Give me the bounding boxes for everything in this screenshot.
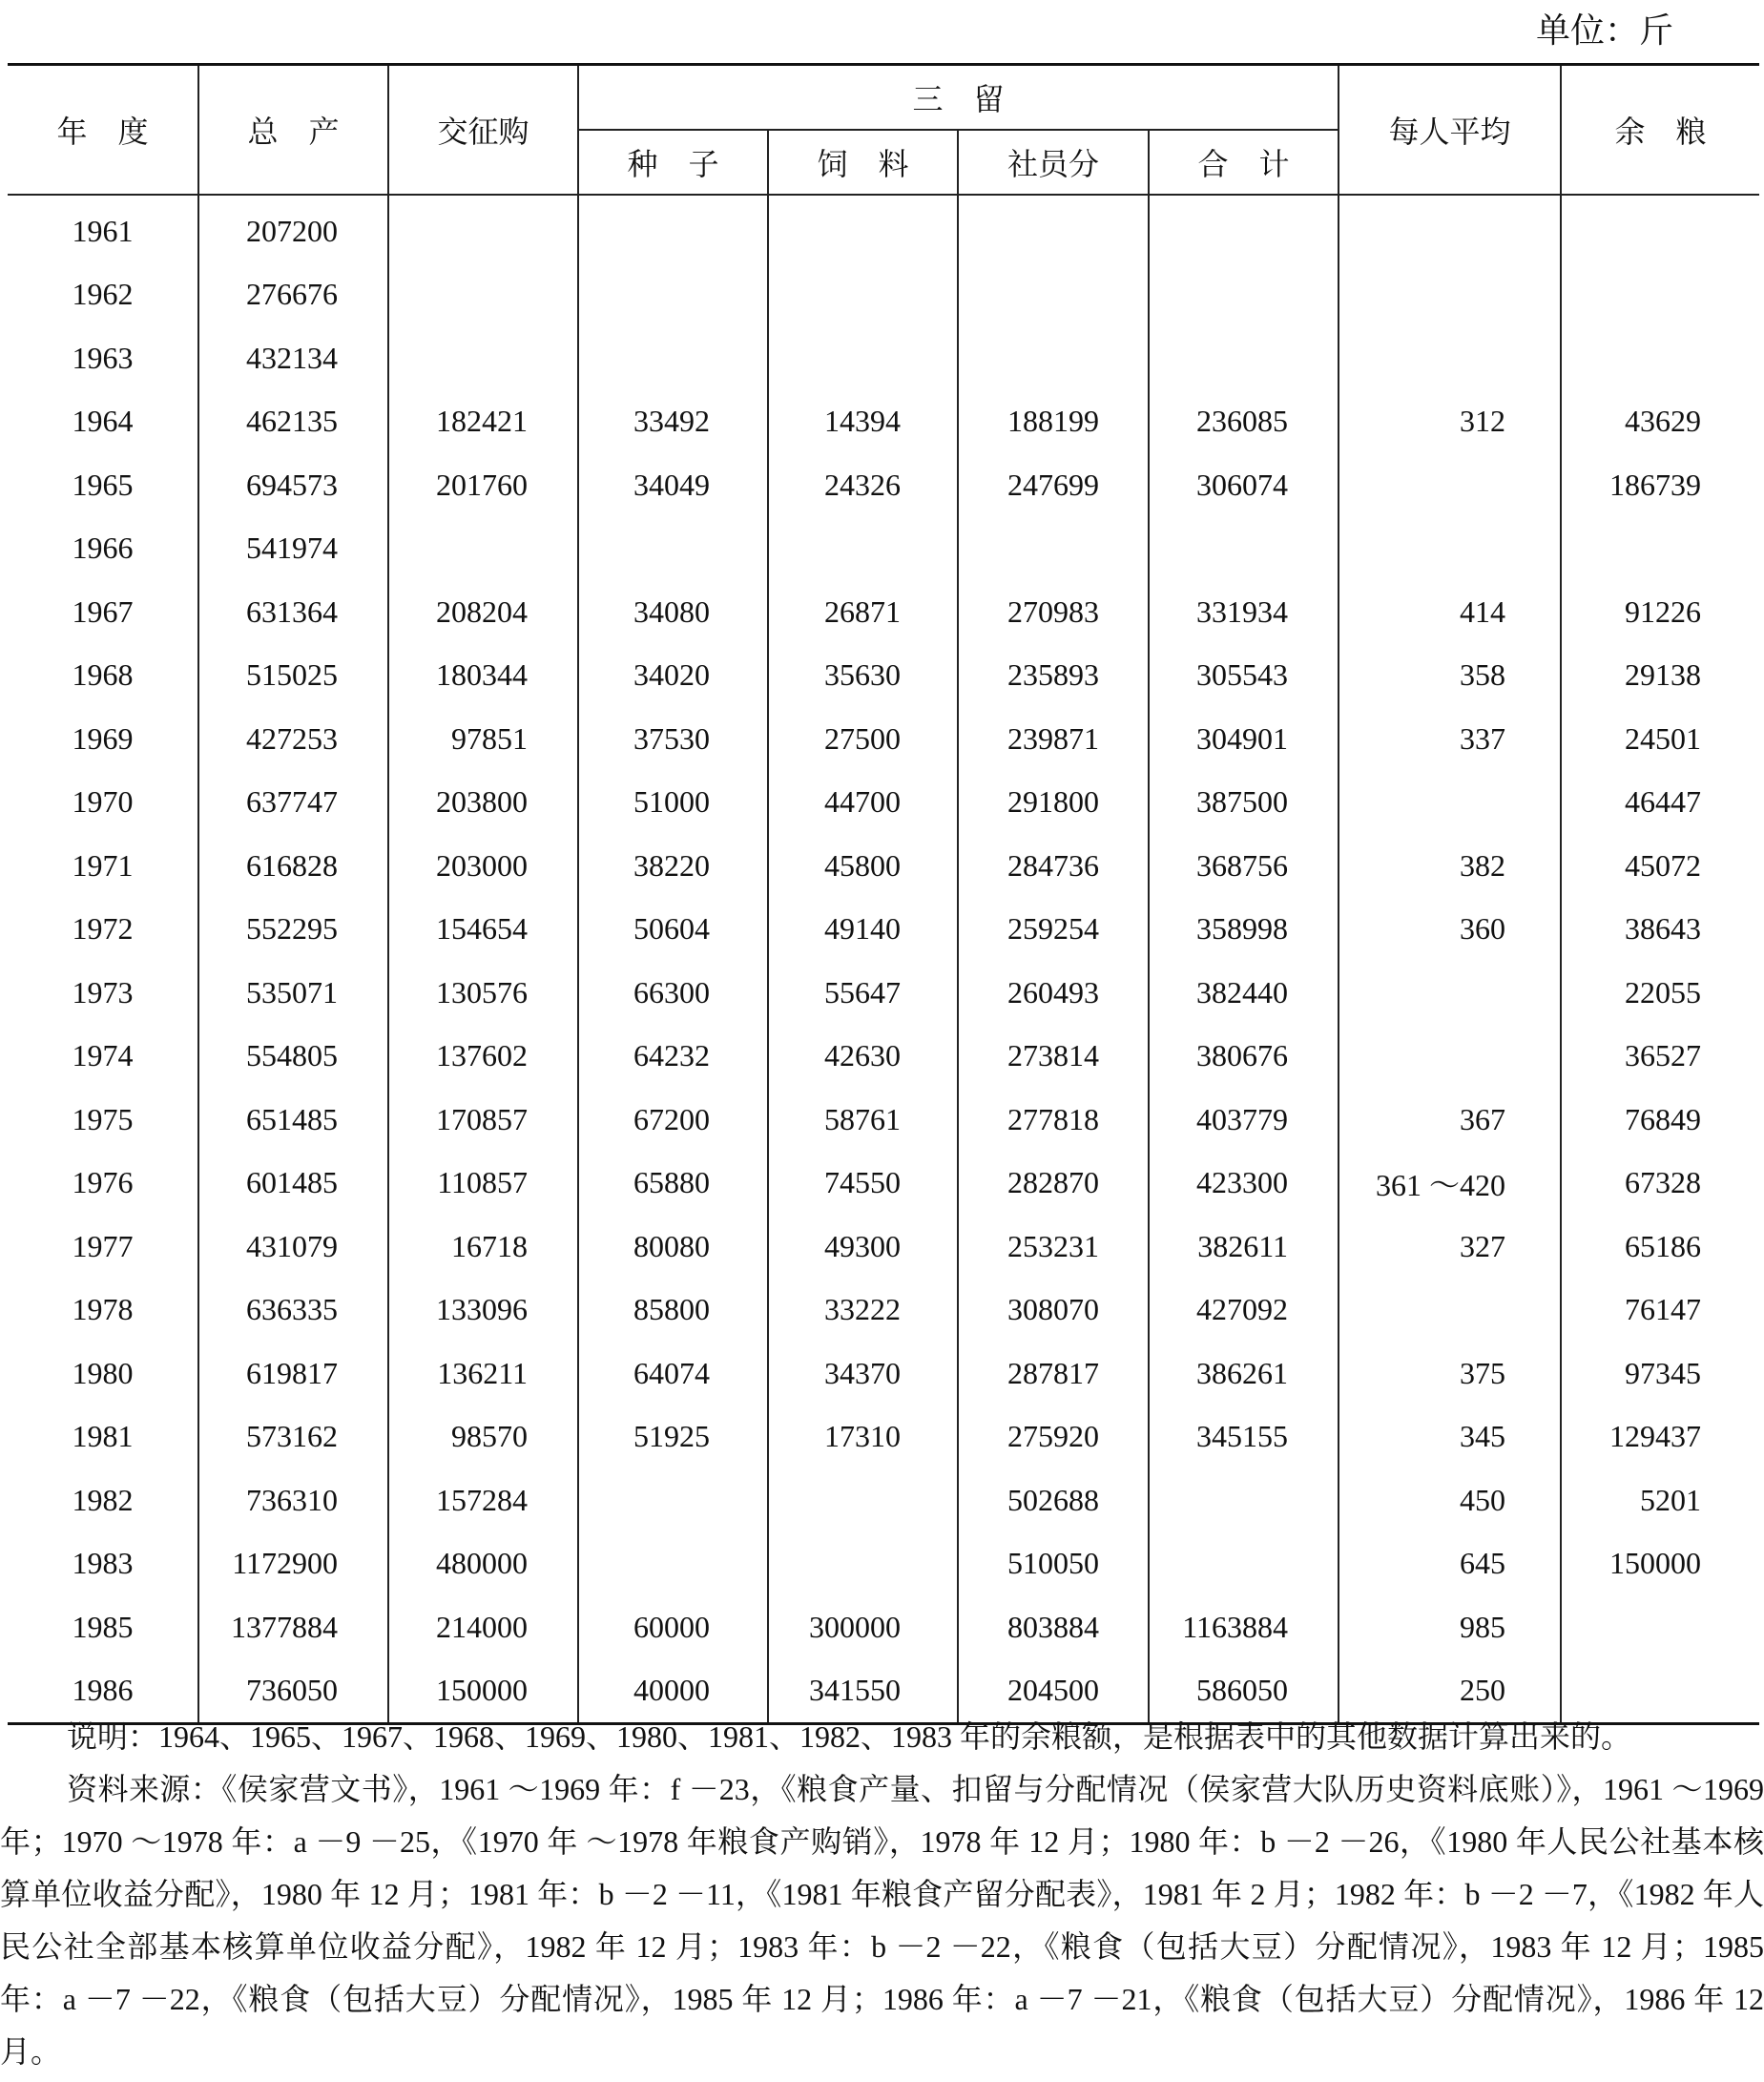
table-cell: 207200 — [198, 195, 388, 263]
table-cell — [1339, 326, 1561, 390]
note-explanation: 说明：1964、1965、1967、1968、1969、1980、1981、1982、1983 年的余粮额，是根据表中的其他数据计算出来的。 — [67, 1719, 1632, 1754]
table-cell: 236085 — [1149, 390, 1339, 454]
header-members: 社员分 — [958, 130, 1149, 195]
table-cell: 74550 — [768, 1152, 958, 1216]
table-cell: 85800 — [578, 1279, 768, 1343]
table-cell: 358998 — [1149, 898, 1339, 962]
table-cell — [1339, 263, 1561, 327]
table-cell: 382440 — [1149, 961, 1339, 1025]
table-cell — [578, 1468, 768, 1532]
table-cell: 1968 — [72, 657, 134, 693]
header-subtotal: 合 计 — [1149, 130, 1339, 195]
table-cell: 22055 — [1561, 961, 1759, 1025]
table-row — [8, 834, 1759, 898]
table-cell: 368756 — [1149, 834, 1339, 898]
table-cell: 129437 — [1561, 1405, 1759, 1469]
table-cell: 51000 — [578, 771, 768, 835]
table-cell: 367 — [1339, 1088, 1561, 1152]
table-row — [8, 453, 1759, 517]
table-cell: 45800 — [768, 834, 958, 898]
table-cell: 1964 — [72, 404, 134, 439]
table-row — [8, 1532, 1759, 1596]
table-cell: 253231 — [958, 1215, 1149, 1279]
table-cell: 331934 — [1149, 580, 1339, 644]
table-cell — [768, 1468, 958, 1532]
table-cell: 386261 — [1149, 1342, 1339, 1405]
header-per-capita: 每人平均 — [1339, 65, 1561, 196]
table-cell: 1971 — [72, 847, 134, 883]
table-cell: 308070 — [958, 1279, 1149, 1343]
table-cell — [1339, 195, 1561, 263]
table-cell: 130576 — [388, 961, 578, 1025]
table-cell — [1561, 263, 1759, 327]
table-cell: 45072 — [1561, 834, 1759, 898]
table-cell: 275920 — [958, 1405, 1149, 1469]
table-cell: 204500 — [958, 1659, 1149, 1724]
grain-table — [8, 63, 1759, 1725]
table-cell: 66300 — [578, 961, 768, 1025]
table-cell: 1986 — [72, 1673, 134, 1708]
table-header — [8, 65, 1759, 196]
table-cell: 38643 — [1561, 898, 1759, 962]
table-row — [8, 1088, 1759, 1152]
table-cell: 27500 — [768, 707, 958, 771]
table-cell: 188199 — [958, 390, 1149, 454]
table-cell: 97345 — [1561, 1342, 1759, 1405]
table-cell — [1149, 326, 1339, 390]
table-cell: 260493 — [958, 961, 1149, 1025]
table-cell: 535071 — [198, 961, 388, 1025]
table-cell: 29138 — [1561, 644, 1759, 708]
table-cell: 345 — [1339, 1405, 1561, 1469]
table-cell: 327 — [1339, 1215, 1561, 1279]
table-cell: 64232 — [578, 1025, 768, 1089]
table-cell: 235893 — [958, 644, 1149, 708]
table-cell: 133096 — [388, 1279, 578, 1343]
table-cell: 64074 — [578, 1342, 768, 1405]
table-cell: 150000 — [388, 1659, 578, 1724]
table-cell: 291800 — [958, 771, 1149, 835]
table-cell: 67200 — [578, 1088, 768, 1152]
table-cell: 259254 — [958, 898, 1149, 962]
table-cell — [768, 326, 958, 390]
table-cell — [768, 195, 958, 263]
table-cell: 304901 — [1149, 707, 1339, 771]
table-cell: 170857 — [388, 1088, 578, 1152]
table-cell: 65880 — [578, 1152, 768, 1216]
table-cell: 208204 — [388, 580, 578, 644]
table-cell — [578, 326, 768, 390]
table-cell: 432134 — [198, 326, 388, 390]
table-cell: 50604 — [578, 898, 768, 962]
table-cell: 186739 — [1561, 453, 1759, 517]
table-cell: 1980 — [72, 1355, 134, 1390]
table-cell: 46447 — [1561, 771, 1759, 835]
table-row — [8, 707, 1759, 771]
table-cell — [1339, 961, 1561, 1025]
table-cell: 1966 — [72, 531, 134, 566]
table-row — [8, 1468, 1759, 1532]
table-cell — [1149, 517, 1339, 581]
table-cell: 619817 — [198, 1342, 388, 1405]
table-cell — [388, 517, 578, 581]
table-cell: 694573 — [198, 453, 388, 517]
table-cell: 375 — [1339, 1342, 1561, 1405]
table-cell: 157284 — [388, 1468, 578, 1532]
table-row — [8, 1279, 1759, 1343]
table-cell — [958, 517, 1149, 581]
table-cell: 1965 — [72, 467, 134, 502]
table-cell: 312 — [1339, 390, 1561, 454]
table-cell: 1978 — [72, 1292, 134, 1327]
table-cell: 1970 — [72, 784, 134, 820]
table-cell: 49140 — [768, 898, 958, 962]
table-cell: 637747 — [198, 771, 388, 835]
table-cell — [768, 263, 958, 327]
table-cell — [1561, 195, 1759, 263]
table-cell: 1172900 — [198, 1532, 388, 1596]
table-cell: 1975 — [72, 1101, 134, 1136]
table-row — [8, 390, 1759, 454]
table-cell: 1977 — [72, 1228, 134, 1263]
table-cell: 35630 — [768, 644, 958, 708]
table-cell: 1377884 — [198, 1595, 388, 1659]
table-cell — [1339, 771, 1561, 835]
table-cell: 985 — [1339, 1595, 1561, 1659]
table-cell: 203800 — [388, 771, 578, 835]
table-cell: 154654 — [388, 898, 578, 962]
table-cell: 284736 — [958, 834, 1149, 898]
table-cell: 1983 — [72, 1546, 134, 1581]
unit-label: 单位：斤 — [1535, 11, 1673, 50]
table-cell: 586050 — [1149, 1659, 1339, 1724]
table-cell: 1961 — [72, 213, 134, 248]
table-cell: 282870 — [958, 1152, 1149, 1216]
table-cell: 5201 — [1561, 1468, 1759, 1532]
table-cell — [1561, 1595, 1759, 1659]
table-cell: 480000 — [388, 1532, 578, 1596]
table-cell: 44700 — [768, 771, 958, 835]
table-cell: 803884 — [958, 1595, 1149, 1659]
table-cell — [958, 326, 1149, 390]
table-cell — [768, 1532, 958, 1596]
table-cell: 37530 — [578, 707, 768, 771]
table-cell — [1149, 1468, 1339, 1532]
table-row — [8, 263, 1759, 327]
table-row — [8, 961, 1759, 1025]
table-cell: 97851 — [388, 707, 578, 771]
header-year: 年 度 — [8, 65, 198, 196]
table-cell: 736310 — [198, 1468, 388, 1532]
table-cell: 16718 — [388, 1215, 578, 1279]
table-cell: 49300 — [768, 1215, 958, 1279]
table-cell: 17310 — [768, 1405, 958, 1469]
table-cell: 136211 — [388, 1342, 578, 1405]
table-cell — [1339, 517, 1561, 581]
header-surplus: 余 粮 — [1561, 65, 1759, 196]
table-cell: 273814 — [958, 1025, 1149, 1089]
table-cell: 33492 — [578, 390, 768, 454]
table-cell: 203000 — [388, 834, 578, 898]
table-cell: 414 — [1339, 580, 1561, 644]
table-cell: 14394 — [768, 390, 958, 454]
table-cell — [1339, 1025, 1561, 1089]
table-cell: 380676 — [1149, 1025, 1339, 1089]
table-cell: 361 ～420 — [1339, 1152, 1561, 1216]
table-body — [8, 195, 1759, 1724]
table-cell: 403779 — [1149, 1088, 1339, 1152]
table-cell: 239871 — [958, 707, 1149, 771]
table-row — [8, 1215, 1759, 1279]
table-cell: 98570 — [388, 1405, 578, 1469]
table-cell: 651485 — [198, 1088, 388, 1152]
table-cell: 34049 — [578, 453, 768, 517]
table-cell: 277818 — [958, 1088, 1149, 1152]
table-cell: 1974 — [72, 1038, 134, 1073]
table-row — [8, 644, 1759, 708]
table-cell — [578, 1532, 768, 1596]
table-cell — [768, 517, 958, 581]
table-cell: 1163884 — [1149, 1595, 1339, 1659]
table-cell: 110857 — [388, 1152, 578, 1216]
table-cell: 24326 — [768, 453, 958, 517]
table-cell: 431079 — [198, 1215, 388, 1279]
table-cell: 616828 — [198, 834, 388, 898]
table-cell: 636335 — [198, 1279, 388, 1343]
table-cell — [958, 263, 1149, 327]
table-cell: 287817 — [958, 1342, 1149, 1405]
table-cell: 33222 — [768, 1279, 958, 1343]
header-feed: 饲 料 — [768, 130, 958, 195]
table-cell: 515025 — [198, 644, 388, 708]
table-cell: 306074 — [1149, 453, 1339, 517]
table-cell: 510050 — [958, 1532, 1149, 1596]
table-cell — [1339, 453, 1561, 517]
table-cell: 1973 — [72, 974, 134, 1010]
table-cell: 1969 — [72, 720, 134, 756]
table-cell: 40000 — [578, 1659, 768, 1724]
table-cell: 276676 — [198, 263, 388, 327]
table-cell: 67328 — [1561, 1152, 1759, 1216]
table-row — [8, 1025, 1759, 1089]
table-cell — [578, 263, 768, 327]
table-cell: 247699 — [958, 453, 1149, 517]
header-sanliu: 三 留 — [578, 65, 1339, 131]
table-cell: 502688 — [958, 1468, 1149, 1532]
table-cell: 305543 — [1149, 644, 1339, 708]
table-cell: 76147 — [1561, 1279, 1759, 1343]
table-row — [8, 517, 1759, 581]
table-cell — [958, 195, 1149, 263]
table-cell: 387500 — [1149, 771, 1339, 835]
table-cell: 38220 — [578, 834, 768, 898]
table-cell — [1561, 326, 1759, 390]
table-cell: 573162 — [198, 1405, 388, 1469]
table-cell: 645 — [1339, 1532, 1561, 1596]
table-cell: 34370 — [768, 1342, 958, 1405]
table-row — [8, 1405, 1759, 1469]
table-cell: 358 — [1339, 644, 1561, 708]
table-cell: 462135 — [198, 390, 388, 454]
table-cell: 554805 — [198, 1025, 388, 1089]
table-cell: 65186 — [1561, 1215, 1759, 1279]
table-cell: 51925 — [578, 1405, 768, 1469]
table-cell: 552295 — [198, 898, 388, 962]
table-row — [8, 1342, 1759, 1405]
table-row — [8, 771, 1759, 835]
table-cell: 26871 — [768, 580, 958, 644]
table-cell: 80080 — [578, 1215, 768, 1279]
note-source: 资料来源：《侯家营文书》，1961 ～1969 年：f －23，《粮食产量、扣留与分配情况（侯家营大队历史资料底账）》，1961 ～1969 年；1970 ～1978 年：a －9 －25，《1970 年 ～1978 年粮食产购销》，1978 年 12 月；1980 年：b －2 －26，《1980 年人民公社基本核算单位收益分配》，1980 年 12 月；1981 年：b －2 －11，《1981 年粮食产留分配表》，1981 年 2 月；1982 年：b －2 －7，《1982 年人民公社全部基本核算单位收益分配》，1982 年 12 月；1983 年：b －2 －22，《粮食（包括大豆）分配情况》，1983 年 12 月；1985 年：a －7 －22，《粮食（包括大豆）分配情况》，1985 年 12 月；1986 年：a －7 －21，《粮食（包括大豆）分配情况》，1986 年 12 月。 — [0, 1772, 1764, 2069]
table-cell: 214000 — [388, 1595, 578, 1659]
table-cell — [388, 195, 578, 263]
table-cell: 360 — [1339, 898, 1561, 962]
table-cell — [1149, 263, 1339, 327]
table-row — [8, 1595, 1759, 1659]
header-total: 总 产 — [198, 65, 388, 196]
table-cell: 270983 — [958, 580, 1149, 644]
table-cell: 150000 — [1561, 1532, 1759, 1596]
table-cell — [1149, 1532, 1339, 1596]
table-cell: 450 — [1339, 1468, 1561, 1532]
table-cell: 341550 — [768, 1659, 958, 1724]
table-cell: 1963 — [72, 340, 134, 375]
table-cell: 182421 — [388, 390, 578, 454]
table-cell: 427092 — [1149, 1279, 1339, 1343]
table-cell: 55647 — [768, 961, 958, 1025]
table-cell: 180344 — [388, 644, 578, 708]
table-cell: 36527 — [1561, 1025, 1759, 1089]
table-cell: 1967 — [72, 593, 134, 629]
table-cell — [1149, 195, 1339, 263]
table-cell: 60000 — [578, 1595, 768, 1659]
table-cell: 541974 — [198, 517, 388, 581]
table-row — [8, 195, 1759, 263]
table-cell: 427253 — [198, 707, 388, 771]
table-cell: 423300 — [1149, 1152, 1339, 1216]
notes — [0, 1711, 1764, 2078]
table-cell: 34020 — [578, 644, 768, 708]
table-cell: 1982 — [72, 1482, 134, 1517]
header-seed: 种 子 — [578, 130, 768, 195]
table-cell: 137602 — [388, 1025, 578, 1089]
table-cell: 34080 — [578, 580, 768, 644]
table-cell: 43629 — [1561, 390, 1759, 454]
table-cell — [388, 326, 578, 390]
table-cell: 58761 — [768, 1088, 958, 1152]
table-cell: 736050 — [198, 1659, 388, 1724]
table-cell: 24501 — [1561, 707, 1759, 771]
table-cell: 1981 — [72, 1419, 134, 1454]
table-cell: 382 — [1339, 834, 1561, 898]
table-cell — [1339, 1279, 1561, 1343]
table-cell: 1985 — [72, 1609, 134, 1644]
table-cell — [578, 195, 768, 263]
table-cell: 91226 — [1561, 580, 1759, 644]
table-cell: 345155 — [1149, 1405, 1339, 1469]
table-cell — [578, 517, 768, 581]
table-cell: 631364 — [198, 580, 388, 644]
table-cell — [1561, 517, 1759, 581]
table-row — [8, 898, 1759, 962]
table-cell: 382611 — [1149, 1215, 1339, 1279]
table-cell: 42630 — [768, 1025, 958, 1089]
table-cell: 601485 — [198, 1152, 388, 1216]
table-row — [8, 1152, 1759, 1216]
table-cell: 1976 — [72, 1165, 134, 1200]
table-cell: 1962 — [72, 277, 134, 312]
table-row — [8, 580, 1759, 644]
table-cell: 300000 — [768, 1595, 958, 1659]
header-procurement: 交征购 — [388, 65, 578, 196]
table-cell: 337 — [1339, 707, 1561, 771]
table-cell: 201760 — [388, 453, 578, 517]
table-cell: 76849 — [1561, 1088, 1759, 1152]
table-cell: 250 — [1339, 1659, 1561, 1724]
table-cell — [388, 263, 578, 327]
table-row — [8, 326, 1759, 390]
table-cell: 1972 — [72, 911, 134, 947]
